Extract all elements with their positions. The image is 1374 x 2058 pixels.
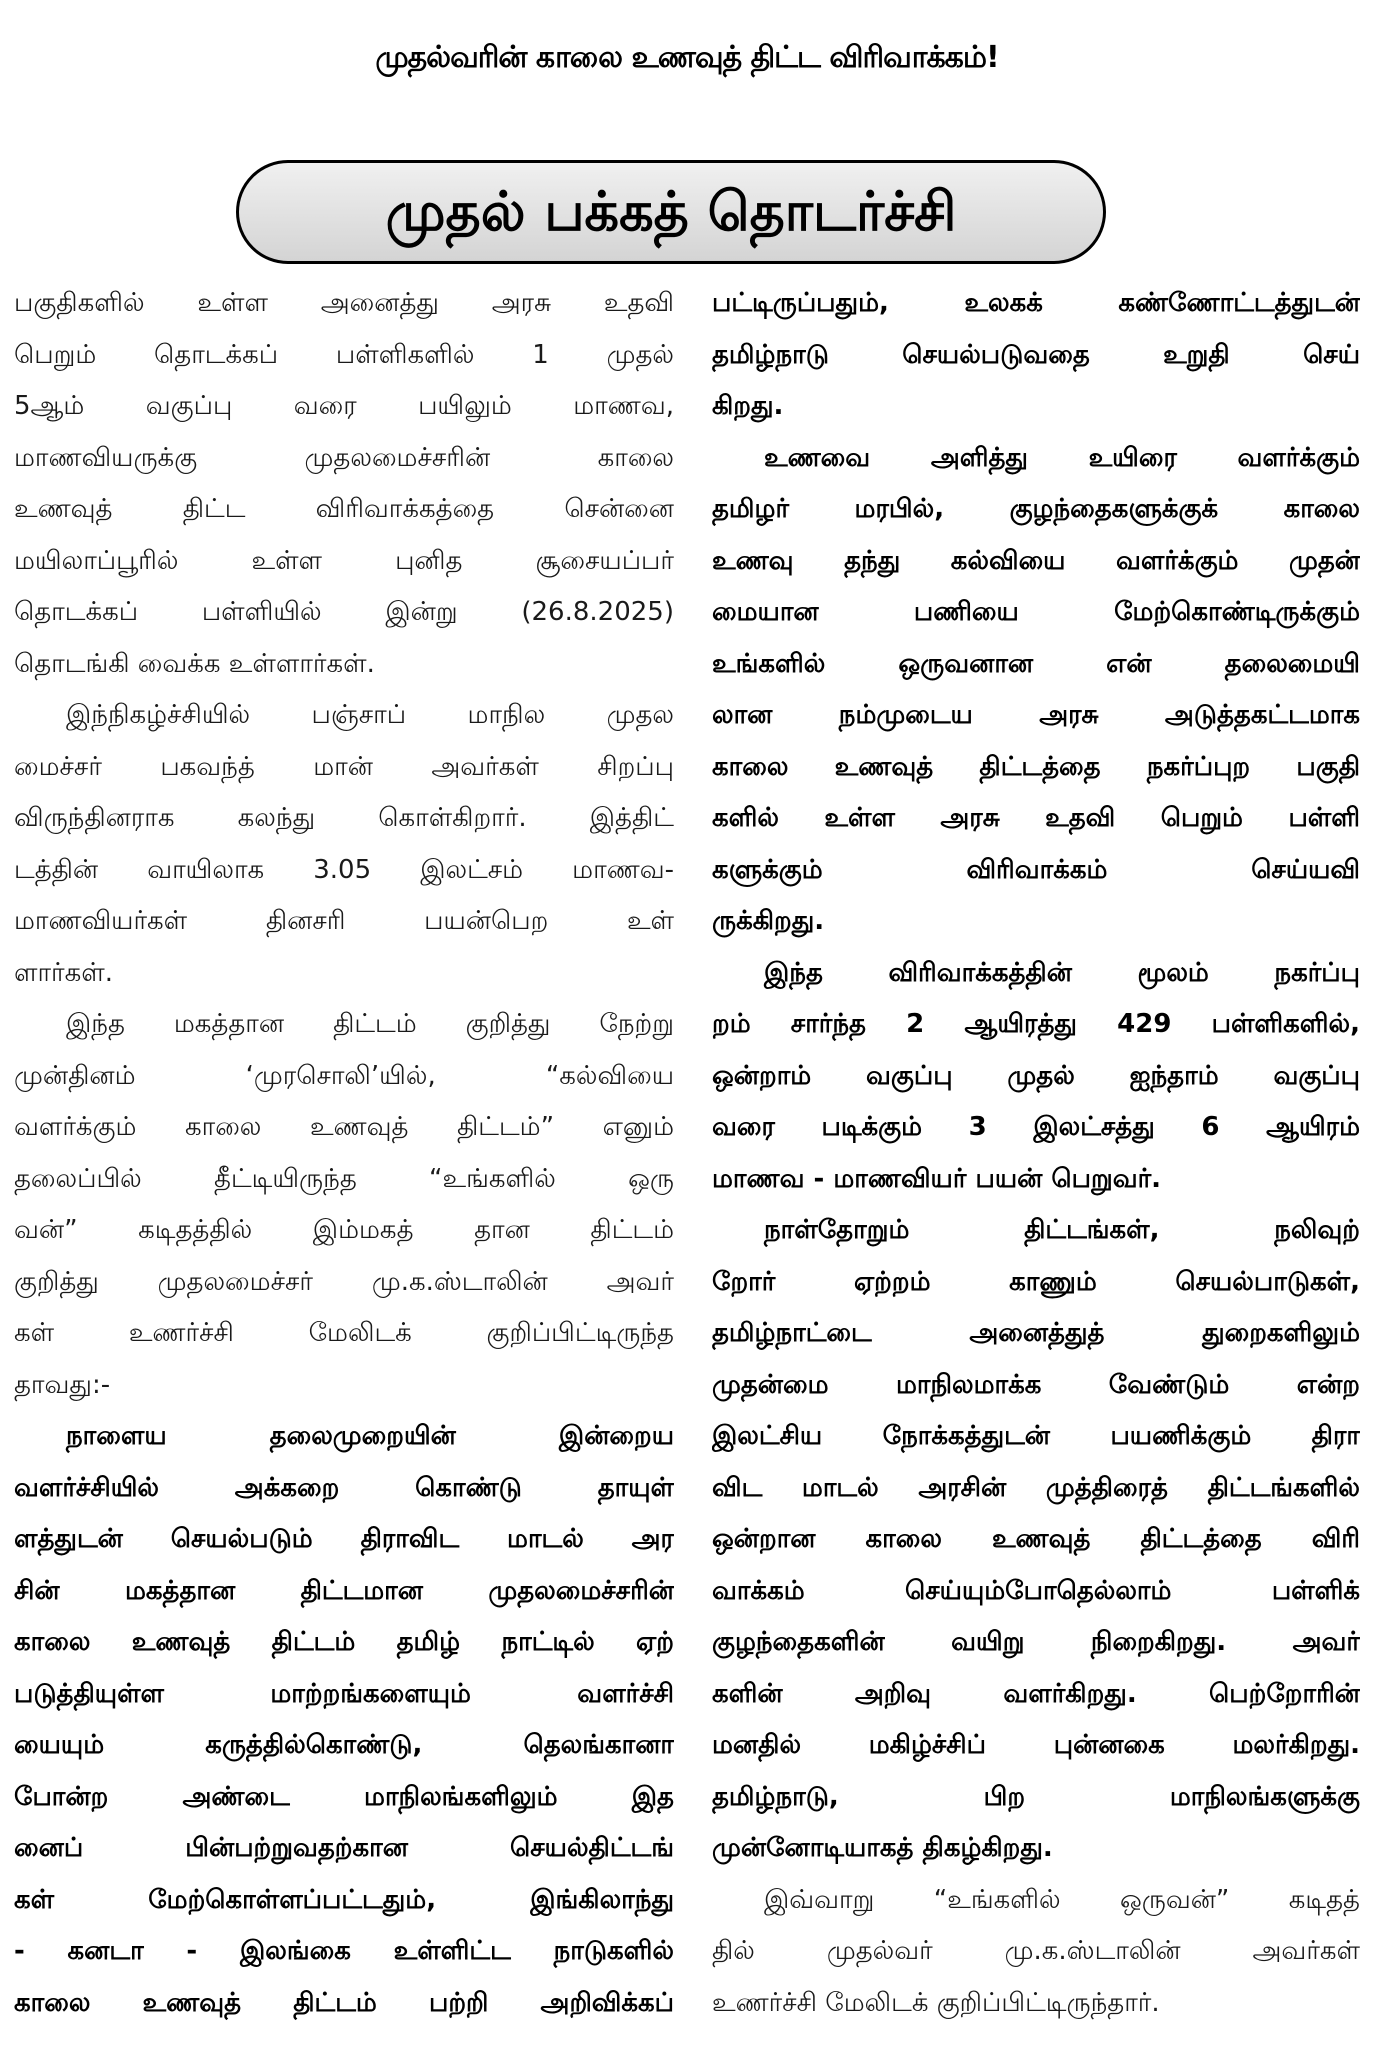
- text-line: ஒன்றான காலை உணவுத் திட்டத்தை விரி: [712, 1524, 1360, 1554]
- text-line: முன்தினம் ‘முரசொலி’யில், “கல்வியை: [14, 1060, 674, 1091]
- text-line: காலை உணவுத் திட்டத்தை நகர்ப்புற பகுதி: [712, 751, 1360, 782]
- text-line: இந்நிகழ்ச்சியில் பஞ்சாப் மாநில முதல: [66, 700, 674, 730]
- text-line: உணவுத் திட்ட விரிவாக்கத்தை சென்னை: [14, 494, 674, 524]
- text-line: உங்களில் ஒருவனான என் தலைமையி: [712, 648, 1360, 679]
- text-line: தில் முதல்வர் மு.க.ஸ்டாலின் அவர்கள்: [712, 1936, 1360, 1966]
- text-line: விருந்தினராக கலந்து கொள்கிறார். இத்திட்: [14, 803, 674, 833]
- text-line: நாளைய தலைமுறையின் இன்றைய: [66, 1421, 674, 1451]
- text-line: சின் மகத்தான திட்டமான முதலமைச்சரின்: [14, 1575, 674, 1606]
- text-line: காலை உணவுத் திட்டம் பற்றி அறிவிக்கப்: [14, 1987, 674, 2018]
- text-line: உணவை அளித்து உயிரை வளர்க்கும்: [764, 442, 1360, 473]
- text-line: வாக்கம் செய்யும்போதெல்லாம் பள்ளிக்: [712, 1575, 1360, 1606]
- text-line: றோர் ஏற்றம் காணும் செயல்பாடுகள்,: [712, 1266, 1360, 1297]
- text-line: தமிழ்நாடு செயல்படுவதை உறுதி செய்: [712, 339, 1360, 370]
- text-line: ளத்துடன் செயல்படும் திராவிட மாடல் அர: [14, 1524, 674, 1554]
- text-line: பட்டிருப்பதும், உலகக் கண்ணோட்டத்துடன்: [712, 288, 1360, 318]
- headline: முதல்வரின் காலை உணவுத் திட்ட விரிவாக்கம்!: [375, 40, 999, 75]
- text-line: விட மாடல் அரசின் முத்திரைத் திட்டங்களில்: [712, 1472, 1360, 1503]
- paragraph: [14, 999, 674, 1411]
- text-line: ருக்கிறது.: [712, 906, 825, 936]
- text-line: னைப் பின்பற்றுவதற்கான செயல்திட்டங்: [14, 1833, 674, 1863]
- text-line: முன்னோடியாகத் திகழ்கிறது.: [712, 1833, 1053, 1863]
- text-line: போன்ற அண்டை மாநிலங்களிலும் இத: [14, 1781, 674, 1812]
- quoted-paragraph: [712, 278, 1360, 433]
- text-line: வளர்ச்சியில் அக்கறை கொண்டு தாயுள்: [14, 1472, 674, 1503]
- text-line: குழந்தைகளின் வயிறு நிறைகிறது. அவர்: [712, 1627, 1360, 1657]
- text-line: தொடக்கப் பள்ளியில் இன்று (26.8.2025): [14, 597, 674, 627]
- quoted-paragraph: [712, 1205, 1360, 1875]
- text-line: களுக்கும் விரிவாக்கம் செய்யவி: [712, 854, 1360, 885]
- text-line: வரை படிக்கும் 3 இலட்சத்து 6 ஆயிரம்: [712, 1112, 1360, 1142]
- text-line: மையான பணியை மேற்கொண்டிருக்கும்: [712, 597, 1360, 627]
- text-line: மாணவியருக்கு முதலமைச்சரின் காலை: [14, 442, 674, 473]
- text-line: தொடங்கி வைக்க உள்ளார்கள்.: [14, 648, 375, 679]
- text-line: யையும் கருத்தில்கொண்டு, தெலங்கானா: [14, 1730, 674, 1760]
- left-column: [14, 278, 674, 2029]
- text-line: டத்தின் வாயிலாக 3.05 இலட்சம் மாணவ-: [14, 854, 674, 885]
- paragraph: [14, 278, 674, 690]
- text-line: இவ்வாறு “உங்களில் ஒருவன்” கடிதத்: [764, 1884, 1360, 1915]
- text-line: உணர்ச்சி மேலிடக் குறிப்பிட்டிருந்தார்.: [712, 1987, 1160, 2018]
- text-line: மனதில் மகிழ்ச்சிப் புன்னகை மலர்கிறது.: [712, 1730, 1360, 1760]
- text-line: குறித்து முதலமைச்சர் மு.க.ஸ்டாலின் அவர்: [14, 1266, 674, 1297]
- continuation-banner: [236, 160, 1106, 264]
- text-line: உணவு தந்து கல்வியை வளர்க்கும் முதன்: [712, 545, 1360, 576]
- text-line: களின் அறிவு வளர்கிறது. பெற்றோரின்: [712, 1678, 1360, 1709]
- text-line: இந்த விரிவாக்கத்தின் மூலம் நகர்ப்பு: [764, 957, 1360, 988]
- text-line: இலட்சிய நோக்கத்துடன் பயணிக்கும் திரா: [712, 1421, 1360, 1451]
- text-line: மைச்சர் பகவந்த் மான் அவர்கள் சிறப்பு: [14, 751, 674, 782]
- text-line: வன்” கடிதத்தில் இம்மகத் தான திட்டம்: [14, 1215, 674, 1245]
- text-line: கள் உணர்ச்சி மேலிடக் குறிப்பிட்டிருந்த: [14, 1318, 674, 1348]
- text-line: கள் மேற்கொள்ளப்பட்டதும், இங்கிலாந்து: [14, 1884, 674, 1915]
- text-line: - கனடா - இலங்கை உள்ளிட்ட நாடுகளில்: [14, 1936, 674, 1966]
- right-column: [712, 278, 1360, 2029]
- text-line: முதன்மை மாநிலமாக்க வேண்டும் என்ற: [712, 1369, 1360, 1400]
- quoted-paragraph: [712, 433, 1360, 948]
- text-line: காலை உணவுத் திட்டம் தமிழ் நாட்டில் ஏற்: [14, 1627, 674, 1657]
- text-line: கிறது.: [712, 391, 784, 421]
- text-line: தாவது:-: [14, 1369, 111, 1400]
- text-line: றம் சார்ந்த 2 ஆயிரத்து 429 பள்ளிகளில்,: [712, 1009, 1360, 1039]
- text-line: ஒன்றாம் வகுப்பு முதல் ஐந்தாம் வகுப்பு: [712, 1060, 1360, 1091]
- text-line: தலைப்பில் தீட்டியிருந்த “உங்களில் ஒரு: [14, 1163, 674, 1194]
- text-line: 5ஆம் வகுப்பு வரை பயிலும் மாணவ,: [14, 391, 674, 421]
- text-line: இந்த மகத்தான திட்டம் குறித்து நேற்று: [66, 1009, 674, 1039]
- text-line: பகுதிகளில் உள்ள அனைத்து அரசு உதவி: [14, 288, 674, 318]
- text-line: ளார்கள்.: [14, 957, 113, 988]
- text-line: வளர்க்கும் காலை உணவுத் திட்டம்” எனும்: [14, 1112, 674, 1142]
- text-line: களில் உள்ள அரசு உதவி பெறும் பள்ளி: [712, 803, 1360, 833]
- quoted-paragraph: [14, 1411, 674, 2029]
- text-line: பெறும் தொடக்கப் பள்ளிகளில் 1 முதல்: [14, 339, 674, 370]
- text-line: லான நம்முடைய அரசு அடுத்தகட்டமாக: [712, 700, 1360, 730]
- text-line: தமிழர் மரபில், குழந்தைகளுக்குக் காலை: [712, 494, 1360, 524]
- paragraph: [14, 690, 674, 999]
- text-line: நாள்தோறும் திட்டங்கள், நலிவுற்: [764, 1215, 1360, 1245]
- text-line: மயிலாப்பூரில் உள்ள புனித சூசையப்பர்: [14, 545, 674, 576]
- text-line: தமிழ்நாட்டை அனைத்துத் துறைகளிலும்: [712, 1318, 1360, 1348]
- banner-text: முதல் பக்கத் தொடர்ச்சி: [385, 180, 957, 243]
- text-line: மாணவ - மாணவியர் பயன் பெறுவர்.: [712, 1163, 1162, 1194]
- paragraph: [712, 1875, 1360, 2030]
- quoted-paragraph: [712, 948, 1360, 1206]
- text-line: படுத்தியுள்ள மாற்றங்களையும் வளர்ச்சி: [14, 1678, 674, 1709]
- text-line: மாணவியர்கள் தினசரி பயன்பெற உள்: [14, 906, 674, 936]
- text-line: தமிழ்நாடு, பிற மாநிலங்களுக்கு: [712, 1781, 1360, 1812]
